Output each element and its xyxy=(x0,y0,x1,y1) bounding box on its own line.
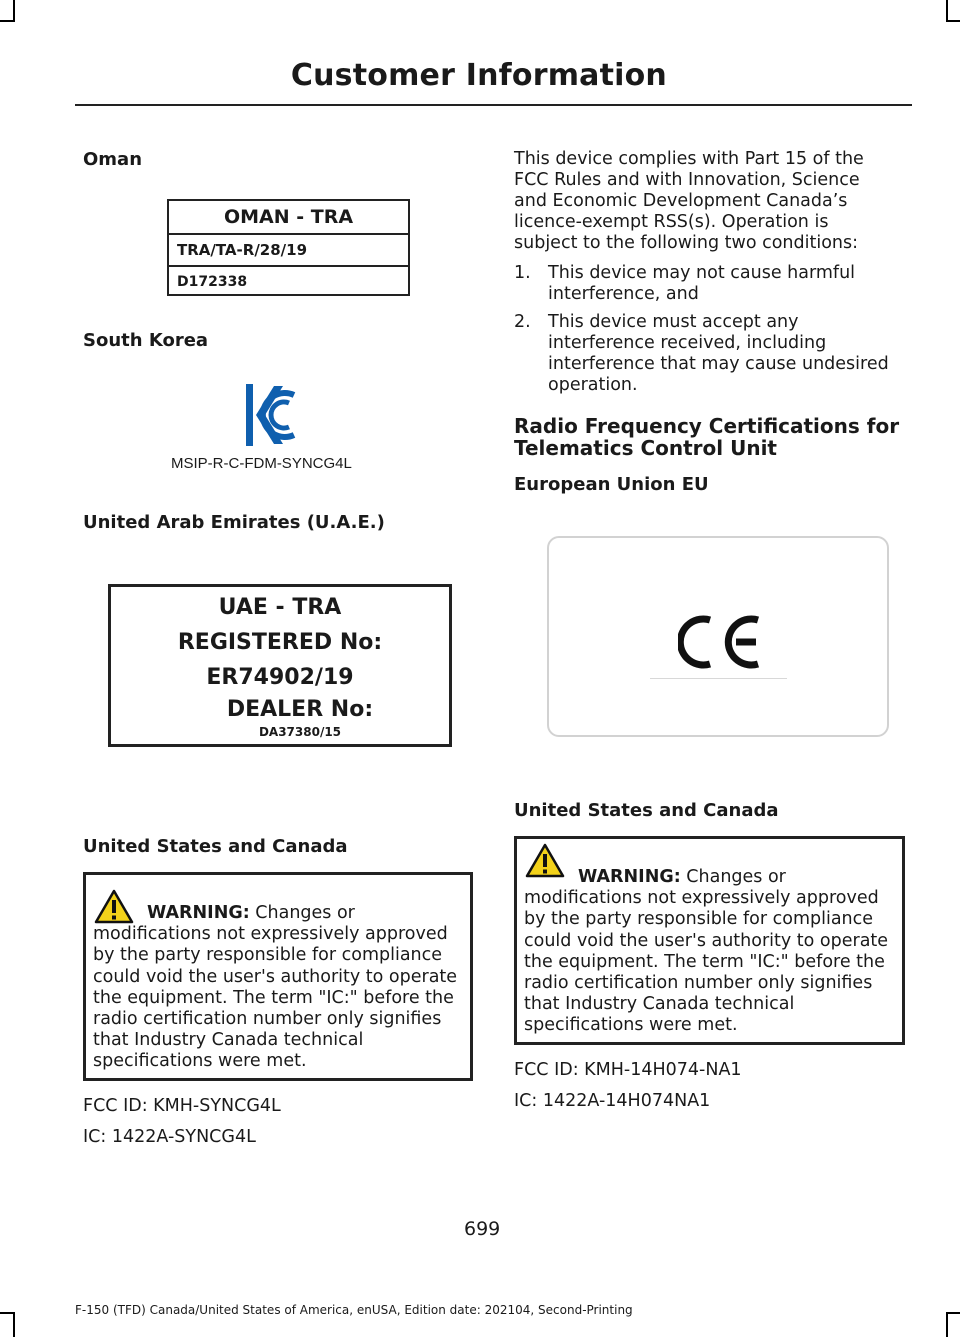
uae-tra-label xyxy=(108,584,452,747)
page-title: Customer Information xyxy=(290,58,667,93)
header-divider xyxy=(75,104,912,106)
condition-line: This device may not cause harmful xyxy=(548,263,856,283)
crop-mark xyxy=(13,1312,15,1337)
paragraph-line: and Economic Development Canada’s xyxy=(514,191,848,211)
condition-item xyxy=(514,312,914,398)
footer-edition-text: F-150 (TFD) Canada/United States of America, enUSA, Edition date: 202104, Second-Printing xyxy=(75,1303,633,1317)
condition-number: 1. xyxy=(514,263,531,283)
divider xyxy=(650,678,787,679)
uae-label-line2: REGISTERED No: xyxy=(177,630,383,655)
crop-mark xyxy=(946,20,960,22)
crop-mark xyxy=(946,1312,948,1337)
warning-line: by the party responsible for compliance xyxy=(524,909,874,930)
warning-line: modifications not expressively approved xyxy=(93,924,448,945)
heading-uae: United Arab Emirates (U.A.E.) xyxy=(83,512,385,533)
condition-text xyxy=(548,263,855,305)
crop-mark xyxy=(946,0,948,20)
warning-line: radio certification number only signifies xyxy=(524,973,873,994)
oman-label-line2: TRA/TA-R/28/19 xyxy=(169,233,408,267)
condition-item xyxy=(514,263,914,307)
section-heading-telematics xyxy=(514,415,899,459)
ce-mark-icon xyxy=(678,614,762,670)
fcc-compliance-paragraph xyxy=(514,149,914,254)
oman-label-line1: OMAN - TRA xyxy=(223,206,354,228)
warning-line: that Industry Canada technical xyxy=(93,1030,364,1051)
oman-tra-label xyxy=(167,199,410,296)
warning-line: the equipment. The term "IC:" before the xyxy=(93,987,454,1008)
condition-line: interference, and xyxy=(548,284,699,304)
ic-right: IC: 1422A-14H074NA1 xyxy=(514,1091,711,1111)
crop-mark xyxy=(946,1312,960,1314)
paragraph-line: licence-exempt RSS(s). Operation is xyxy=(514,212,829,232)
warning-line: Changes or xyxy=(686,867,786,887)
heading-us-canada-right: United States and Canada xyxy=(514,800,779,821)
warning-line: radio certification number only signifies xyxy=(93,1009,442,1030)
paragraph-line: FCC Rules and with Innovation, Science xyxy=(514,170,860,190)
fcc-id-left: FCC ID: KMH-SYNCG4L xyxy=(83,1096,281,1116)
heading-south-korea: South Korea xyxy=(83,330,209,351)
crop-mark xyxy=(0,20,15,22)
kc-mark-icon xyxy=(244,382,298,448)
warning-label: WARNING: xyxy=(147,903,250,923)
warning-line: specifications were met. xyxy=(93,1051,307,1072)
warning-box-left xyxy=(83,872,473,1081)
warning-label: WARNING: xyxy=(578,867,681,887)
condition-line: interference that may cause undesired xyxy=(548,354,889,374)
condition-line: interference received, including xyxy=(548,333,827,353)
section-heading-line: Telematics Control Unit xyxy=(514,436,777,460)
heading-oman: Oman xyxy=(83,149,143,170)
warning-line: by the party responsible for compliance xyxy=(93,945,443,966)
oman-label-line3: D172338 xyxy=(169,265,408,297)
warning-box-right xyxy=(514,836,905,1045)
kc-certification-number: MSIP-R-C-FDM-SYNCG4L xyxy=(171,455,352,472)
heading-us-canada-left: United States and Canada xyxy=(83,836,348,857)
paragraph-line: subject to the following two conditions: xyxy=(514,233,859,253)
page-number: 699 xyxy=(464,1218,501,1240)
uae-label-line3: ER74902/19 xyxy=(206,665,354,690)
warning-line: modifications not expressively approved xyxy=(524,888,879,909)
crop-mark xyxy=(13,0,15,20)
ic-left: IC: 1422A-SYNCG4L xyxy=(83,1127,256,1147)
uae-label-line1: UAE - TRA xyxy=(218,595,342,620)
warning-line: the equipment. The term "IC:" before the xyxy=(524,951,885,972)
condition-text xyxy=(548,312,889,396)
condition-line: operation. xyxy=(548,375,638,395)
fcc-id-right: FCC ID: KMH-14H074-NA1 xyxy=(514,1060,742,1080)
uae-label-line5: DA37380/15 xyxy=(258,725,342,739)
warning-text-left xyxy=(93,903,465,1073)
warning-text-right xyxy=(524,867,897,1037)
heading-european-union: European Union EU xyxy=(514,474,709,495)
paragraph-line: This device complies with Part 15 of the xyxy=(514,149,864,169)
condition-number: 2. xyxy=(514,312,531,332)
condition-line: This device must accept any xyxy=(548,312,799,332)
uae-label-line4: DEALER No: xyxy=(226,697,374,722)
warning-line: specifications were met. xyxy=(524,1015,738,1036)
section-heading-line: Radio Frequency Certifications for xyxy=(514,414,900,438)
crop-mark xyxy=(0,1312,15,1314)
warning-line: Changes or xyxy=(255,903,355,923)
warning-line: could void the user's authority to operate xyxy=(524,930,889,951)
warning-line: could void the user's authority to operate xyxy=(93,966,458,987)
warning-line: that Industry Canada technical xyxy=(524,994,795,1015)
